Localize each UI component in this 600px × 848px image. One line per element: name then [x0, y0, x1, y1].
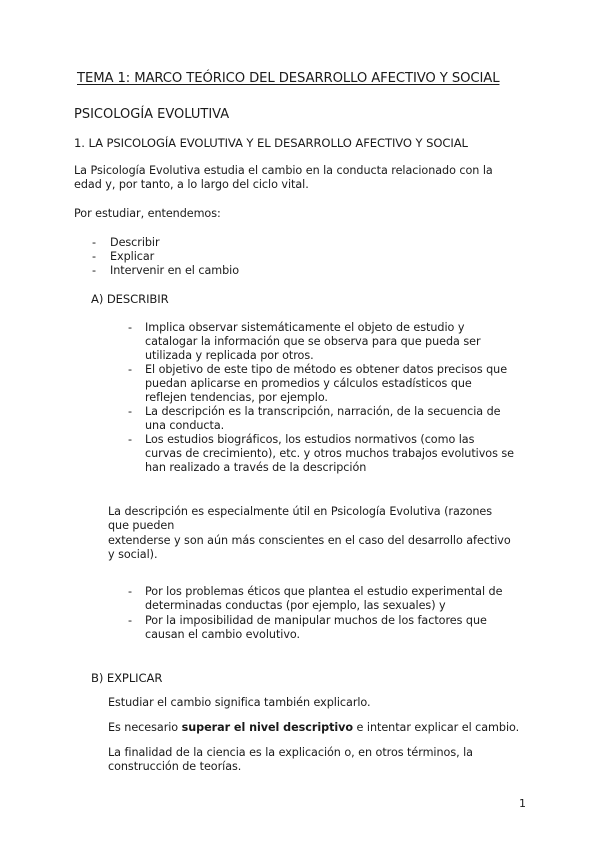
- reason-line: Por la imposibilidad de manipular muchos de los factores que: [145, 614, 487, 627]
- paragraph-line: La descripción es especialmente útil en Psicología Evolutiva (razones: [108, 505, 493, 518]
- explain-text: e intentar explicar el cambio.: [353, 721, 520, 734]
- dash-bullet: -: [128, 585, 133, 598]
- objective-item: Explicar: [110, 250, 155, 263]
- section-b-heading: B) EXPLICAR: [91, 671, 163, 685]
- dash-bullet: -: [128, 321, 133, 334]
- objective-item: Intervenir en el cambio: [110, 264, 240, 277]
- dash-bullet: -: [128, 363, 133, 376]
- bullet-line: han realizado a través de la descripción: [145, 461, 367, 474]
- dash-bullet: -: [128, 614, 133, 627]
- reason-line: determinadas conductas (por ejemplo, las sexuales) y: [145, 599, 446, 612]
- subsection-title: 1. LA PSICOLOGÍA EVOLUTIVA Y EL DESARROLLO AFECTIVO Y SOCIAL: [74, 136, 468, 150]
- bullet-line: una conducta.: [145, 419, 225, 432]
- bullet-line: puedan aplicarse en promedios y cálculos estadísticos que: [145, 377, 472, 390]
- explain-paragraph: La finalidad de la ciencia es la explicación o, en otros términos, la: [108, 746, 473, 759]
- explain-paragraph: Estudiar el cambio significa también explicarlo.: [108, 696, 371, 709]
- dash-bullet: -: [128, 433, 133, 446]
- paragraph-line: que pueden: [108, 519, 175, 532]
- bullet-line: reflejen tendencias, por ejemplo.: [145, 391, 328, 404]
- document-title: TEMA 1: MARCO TEÓRICO DEL DESARROLLO AFECTIVO Y SOCIAL: [77, 71, 500, 86]
- dash-bullet: -: [92, 250, 97, 263]
- dash-bullet: -: [92, 236, 97, 249]
- bullet-line: catalogar la información que se observa para que pueda ser: [145, 335, 481, 348]
- explain-text: Es necesario: [108, 721, 182, 734]
- explain-paragraph: construcción de teorías.: [108, 760, 242, 773]
- section-a-heading: A) DESCRIBIR: [91, 292, 169, 306]
- bullet-line: La descripción es la transcripción, narración, de la secuencia de: [145, 405, 501, 418]
- objective-item: Describir: [110, 236, 160, 249]
- page-number: 1: [519, 797, 526, 810]
- paragraph-line: extenderse y son aún más conscientes en el caso del desarrollo afectivo: [108, 534, 511, 547]
- dash-bullet: -: [92, 264, 97, 277]
- section-title: PSICOLOGÍA EVOLUTIVA: [74, 107, 230, 122]
- reason-line: Por los problemas éticos que plantea el estudio experimental de: [145, 585, 503, 598]
- bullet-line: Los estudios biográficos, los estudios normativos (como las: [145, 433, 475, 446]
- bullet-line: Implica observar sistemáticamente el objeto de estudio y: [145, 321, 465, 334]
- bullet-line: utilizada y replicada por otros.: [145, 349, 314, 362]
- emphasis-text: superar el nivel descriptivo: [181, 721, 354, 734]
- por-estudiar-text: Por estudiar, entendemos:: [74, 207, 221, 220]
- bullet-line: El objetivo de este tipo de método es obtener datos precisos que: [145, 363, 508, 376]
- intro-line: La Psicología Evolutiva estudia el cambio en la conducta relacionado con la: [74, 164, 493, 177]
- reason-line: causan el cambio evolutivo.: [145, 628, 301, 641]
- bullet-line: curvas de crecimiento), etc. y otros muchos trabajos evolutivos se: [145, 447, 515, 460]
- paragraph-line: y social).: [108, 548, 158, 561]
- dash-bullet: -: [128, 405, 133, 418]
- intro-line: edad y, por tanto, a lo largo del ciclo vital.: [74, 178, 309, 191]
- explain-paragraph: [108, 721, 519, 735]
